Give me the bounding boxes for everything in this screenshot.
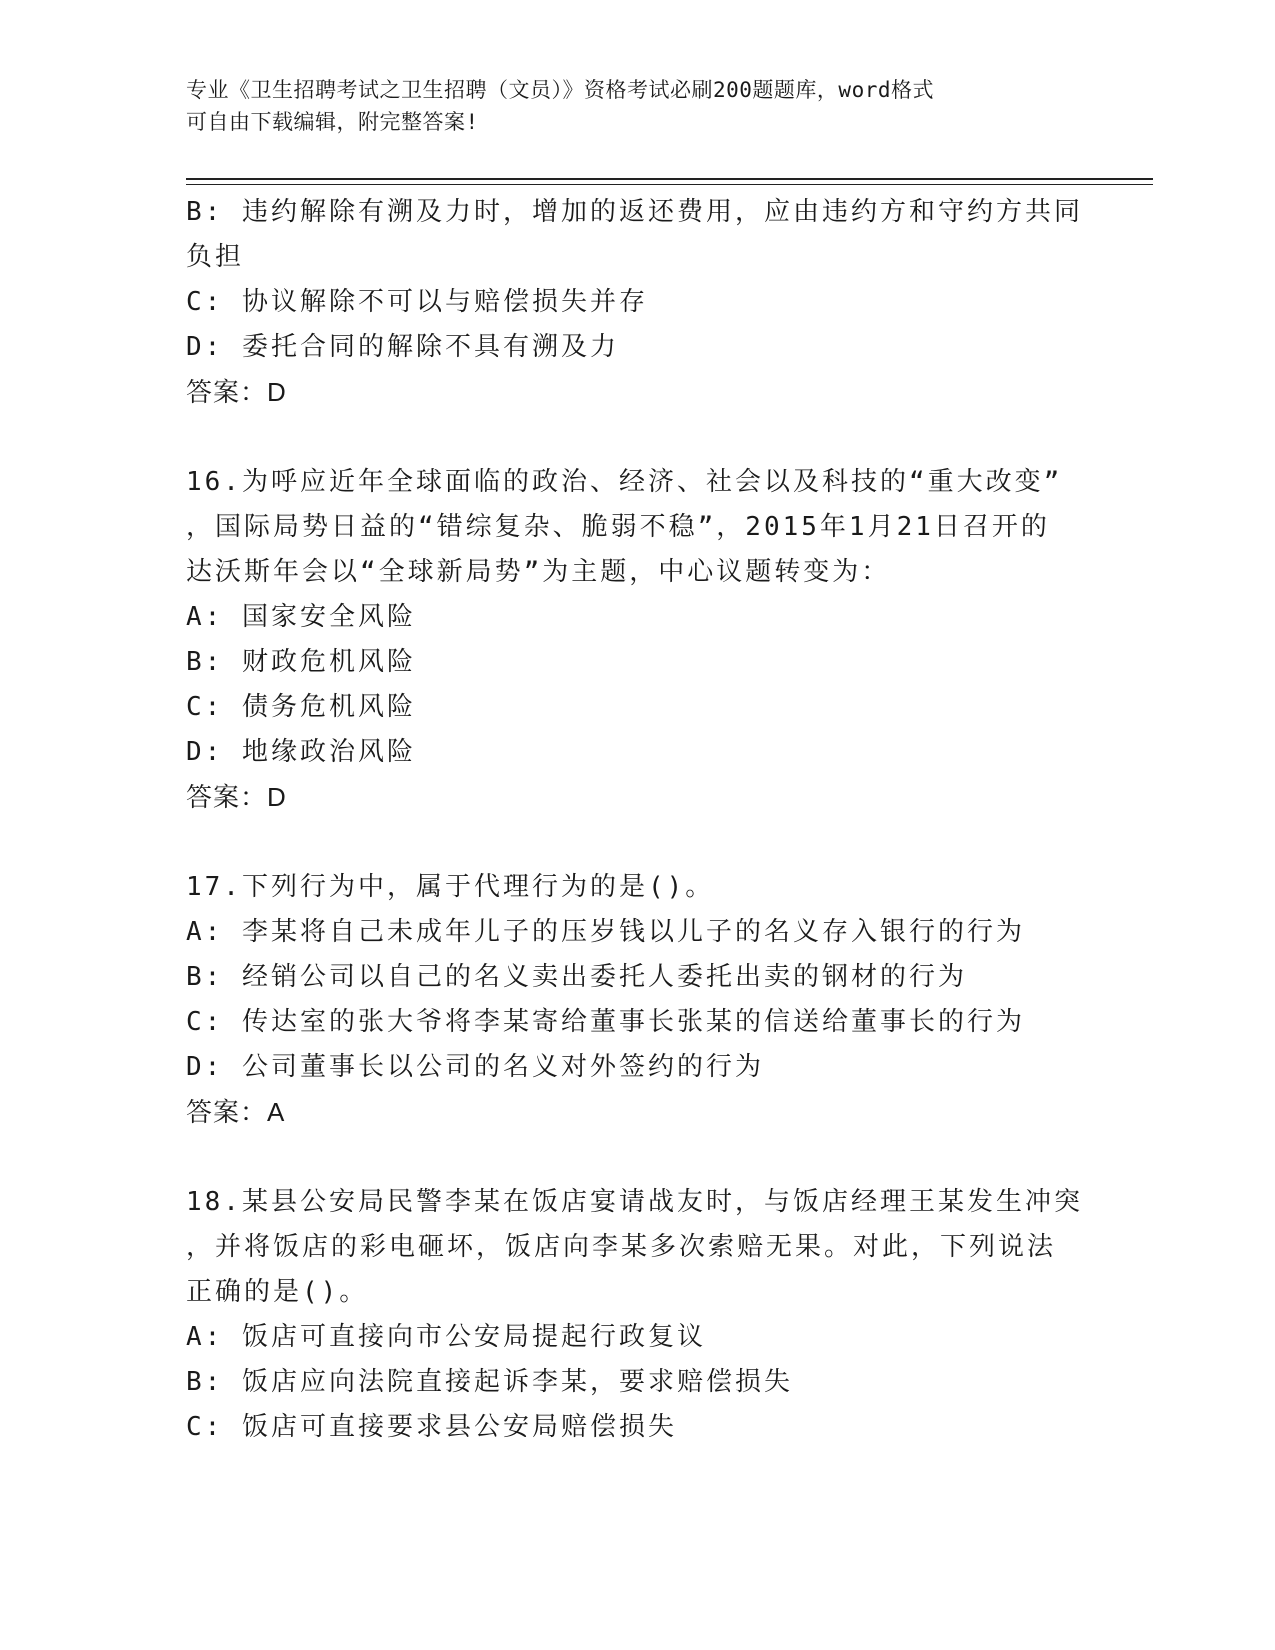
header-divider-thick bbox=[186, 178, 1153, 180]
option-b: B: 财政危机风险 bbox=[186, 647, 416, 677]
option-b: B: 饭店应向法院直接起诉李某，要求赔偿损失 bbox=[186, 1367, 793, 1397]
header-divider-thin bbox=[186, 184, 1153, 185]
answer-line: 答案：D bbox=[186, 782, 287, 812]
spacer bbox=[186, 415, 1086, 460]
question-18 bbox=[186, 1180, 1086, 1450]
answer-line: 答案：D bbox=[186, 377, 287, 407]
question-17 bbox=[186, 865, 1086, 1135]
header-title-line-2: 可自由下载编辑，附完整答案! bbox=[186, 110, 479, 134]
question-stem-line: 正确的是()。 bbox=[186, 1277, 369, 1307]
header-title-line-1: 专业《卫生招聘考试之卫生招聘（文员）》资格考试必刷200题题库，word格式 bbox=[186, 78, 934, 102]
option-d: D: 地缘政治风险 bbox=[186, 737, 416, 767]
option-b-line-1: B: 违约解除有溯及力时，增加的返还费用，应由违约方和守约方共同 bbox=[186, 197, 1083, 227]
question-stem-line: 达沃斯年会以“全球新局势”为主题，中心议题转变为： bbox=[186, 557, 891, 587]
option-a: A: 饭店可直接向市公安局提起行政复议 bbox=[186, 1322, 706, 1352]
option-c: C: 饭店可直接要求县公安局赔偿损失 bbox=[186, 1412, 677, 1442]
option-c: C: 传达室的张大爷将李某寄给董事长张某的信送给董事长的行为 bbox=[186, 1007, 1025, 1037]
question-stem-line: 16.为呼应近年全球面临的政治、经济、社会以及科技的“重大改变” bbox=[186, 467, 1063, 497]
option-a: A: 李某将自己未成年儿子的压岁钱以儿子的名义存入银行的行为 bbox=[186, 917, 1025, 947]
option-b: B: 经销公司以自己的名义卖出委托人委托出卖的钢材的行为 bbox=[186, 962, 967, 992]
option-d: D: 公司董事长以公司的名义对外签约的行为 bbox=[186, 1052, 764, 1082]
question-15-continuation bbox=[186, 190, 1086, 415]
option-a: A: 国家安全风险 bbox=[186, 602, 416, 632]
answer-line: 答案：A bbox=[186, 1097, 286, 1127]
question-stem-line: 17.下列行为中，属于代理行为的是()。 bbox=[186, 872, 715, 902]
document-header bbox=[186, 74, 1076, 138]
document-body bbox=[186, 190, 1086, 1450]
option-c: C: 债务危机风险 bbox=[186, 692, 416, 722]
question-stem-line: 18.某县公安局民警李某在饭店宴请战友时，与饭店经理王某发生冲突 bbox=[186, 1187, 1083, 1217]
spacer bbox=[186, 820, 1086, 865]
question-16 bbox=[186, 460, 1086, 820]
spacer bbox=[186, 1135, 1086, 1180]
option-d: D: 委托合同的解除不具有溯及力 bbox=[186, 332, 619, 362]
question-stem-line: ，并将饭店的彩电砸坏，饭店向李某多次索赔无果。对此，下列说法 bbox=[186, 1232, 1057, 1262]
option-b-line-2: 负担 bbox=[186, 242, 245, 272]
option-c: C: 协议解除不可以与赔偿损失并存 bbox=[186, 287, 648, 317]
question-stem-line: ，国际局势日益的“错综复杂、脆弱不稳”，2015年1月21日召开的 bbox=[186, 512, 1050, 542]
